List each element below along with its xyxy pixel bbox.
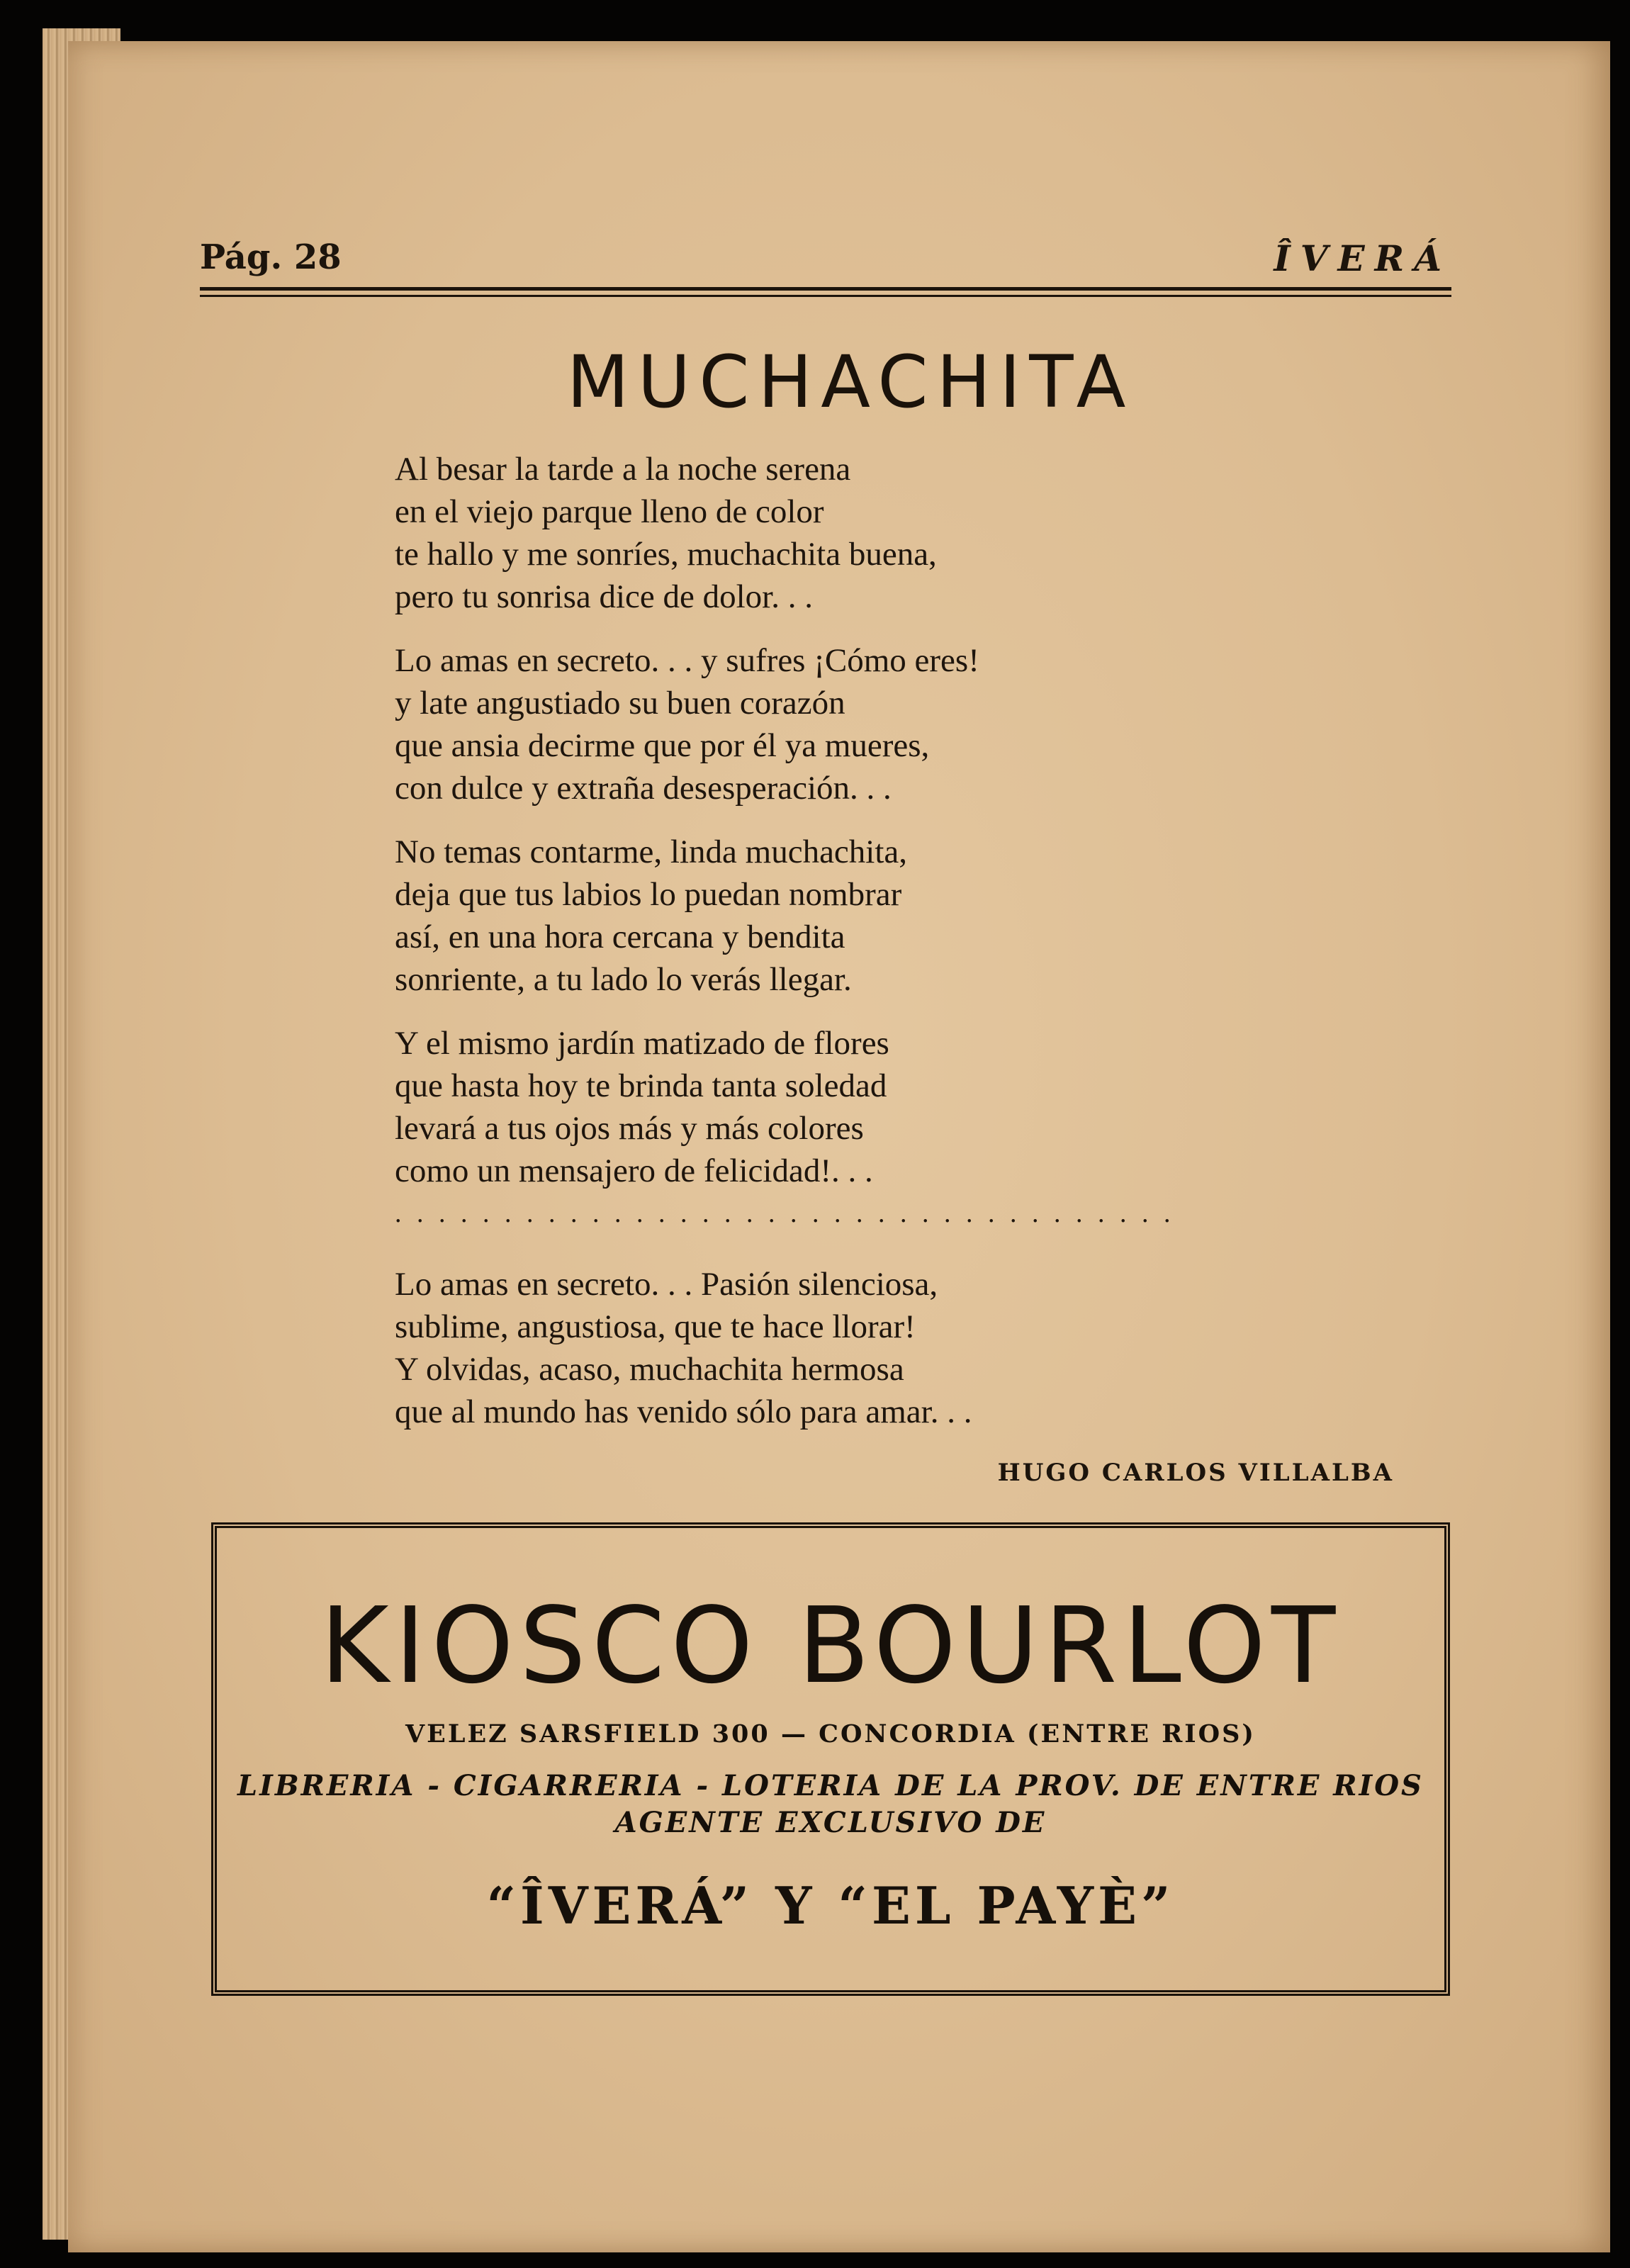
poem-line: sublime, angustiosa, que te hace llorar! <box>395 1308 916 1345</box>
stanza <box>395 448 1245 618</box>
stanza <box>395 1022 1245 1242</box>
ad-services: LIBRERIA - CIGARRERIA - LOTERIA DE LA PROV. DE ENTRE RIOS <box>237 1769 1424 1802</box>
poem-line: con dulce y extraña desesperación. . . <box>395 770 892 807</box>
poem-line: te hallo y me sonríes, muchachita buena, <box>395 536 937 573</box>
stanza <box>395 831 1245 1001</box>
poem-title: MUCHACHITA <box>566 340 1135 425</box>
poem-line: Lo amas en secreto. . . y sufres ¡Cómo eres! <box>395 642 979 679</box>
poem-line: como un mensajero de felicidad!. . . <box>395 1152 873 1189</box>
poem-body <box>395 448 1245 1454</box>
poem-line: pero tu sonrisa dice de dolor. . . <box>395 578 813 615</box>
running-header <box>200 237 1451 280</box>
ad-brands: “ÎVERÁ” Y “EL PAYÈ” <box>486 1875 1175 1936</box>
poem-line: Al besar la tarde a la noche serena <box>395 451 851 488</box>
journal-name: ÎVERÁ <box>1274 237 1451 279</box>
ad-title: KIOSCO BOURLOT <box>320 1585 1342 1707</box>
poem-line: sonriente, a tu lado lo verás llegar. <box>395 961 852 998</box>
poem-line: que ansia decirme que por él ya mueres, <box>395 727 930 764</box>
poem-line: levará a tus ojos más y más colores <box>395 1110 864 1147</box>
ad-agent: AGENTE EXCLUSIVO DE <box>614 1806 1047 1839</box>
poem-line: que al mundo has venido sólo para amar. . . <box>395 1393 972 1430</box>
advertisement-box <box>211 1522 1450 1996</box>
poem-line: que hasta hoy te brinda tanta soledad <box>395 1067 887 1104</box>
poem-line: Y olvidas, acaso, muchachita hermosa <box>395 1351 904 1388</box>
ad-address: VELEZ SARSFIELD 300 — CONCORDIA (ENTRE RIOS) <box>405 1719 1256 1748</box>
poem-line: No temas contarme, linda muchachita, <box>395 833 908 870</box>
stanza <box>395 639 1245 809</box>
page-number: Pág. 28 <box>200 237 342 277</box>
poem-line: deja que tus labios lo puedan nombrar <box>395 876 902 913</box>
stanza-final <box>395 1263 1245 1433</box>
header-rule <box>200 287 1451 291</box>
stanza-separator: . . . . . . . . . . . . . . . . . . . . . . . . . . . . . . . . . . . . <box>395 1198 1175 1228</box>
poem-author: HUGO CARLOS VILLALBA <box>997 1459 1394 1487</box>
header-rule-thin <box>200 295 1451 297</box>
poem-line: Lo amas en secreto. . . Pasión silenciosa, <box>395 1266 938 1303</box>
poem-line: y late angustiado su buen corazón <box>395 685 845 722</box>
poem-line: en el viejo parque lleno de color <box>395 493 824 530</box>
poem-line: Y el mismo jardín matizado de flores <box>395 1025 889 1062</box>
poem-line: así, en una hora cercana y bendita <box>395 919 845 955</box>
